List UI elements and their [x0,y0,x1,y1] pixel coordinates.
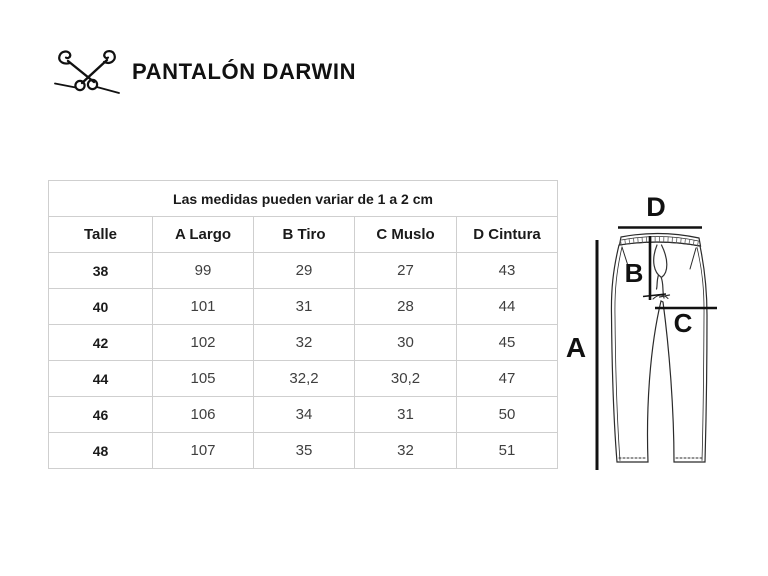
column-header-largo: A Largo [153,217,254,253]
column-header-muslo: C Muslo [355,217,457,253]
label-rise-b: B [624,258,644,288]
table-row [49,361,558,397]
cell-largo: 107 [153,433,254,469]
cell-cintura: 43 [457,253,558,289]
cell-largo: 105 [153,361,254,397]
cell-largo: 101 [153,289,254,325]
cell-size: 48 [49,433,153,469]
size-table [48,180,558,469]
cell-muslo: 30 [355,325,457,361]
safety-pins-icon [54,49,120,95]
cell-tiro: 32,2 [254,361,355,397]
label-waist-d: D [646,192,666,222]
table-note: Las medidas pueden variar de 1 a 2 cm [49,181,558,217]
cell-cintura: 47 [457,361,558,397]
label-length-a: A [565,332,587,363]
table-row [49,397,558,433]
column-header-talle: Talle [49,217,153,253]
cell-size: 44 [49,361,153,397]
cell-cintura: 50 [457,397,558,433]
cell-tiro: 32 [254,325,355,361]
cell-muslo: 28 [355,289,457,325]
cell-tiro: 31 [254,289,355,325]
label-thigh-c: C [673,308,693,338]
column-header-cintura: D Cintura [457,217,558,253]
brand-header [54,48,356,96]
cell-muslo: 31 [355,397,457,433]
cell-size: 46 [49,397,153,433]
cell-cintura: 45 [457,325,558,361]
note-row [49,181,558,217]
cell-tiro: 35 [254,433,355,469]
cell-muslo: 32 [355,433,457,469]
cell-size: 42 [49,325,153,361]
table-row [49,289,558,325]
cell-cintura: 44 [457,289,558,325]
page-title: PANTALÓN DARWIN [132,59,357,84]
cell-muslo: 30,2 [355,361,457,397]
cell-size: 40 [49,289,153,325]
table-row [49,433,558,469]
size-table-container [48,180,558,469]
table-row [49,325,558,361]
cell-size: 38 [49,253,153,289]
cell-cintura: 51 [457,433,558,469]
cell-largo: 99 [153,253,254,289]
cell-tiro: 34 [254,397,355,433]
cell-muslo: 27 [355,253,457,289]
column-header-tiro: B Tiro [254,217,355,253]
cell-largo: 106 [153,397,254,433]
header-row [49,217,558,253]
cell-tiro: 29 [254,253,355,289]
table-row [49,253,558,289]
pants-measurement-diagram [560,175,768,480]
cell-largo: 102 [153,325,254,361]
